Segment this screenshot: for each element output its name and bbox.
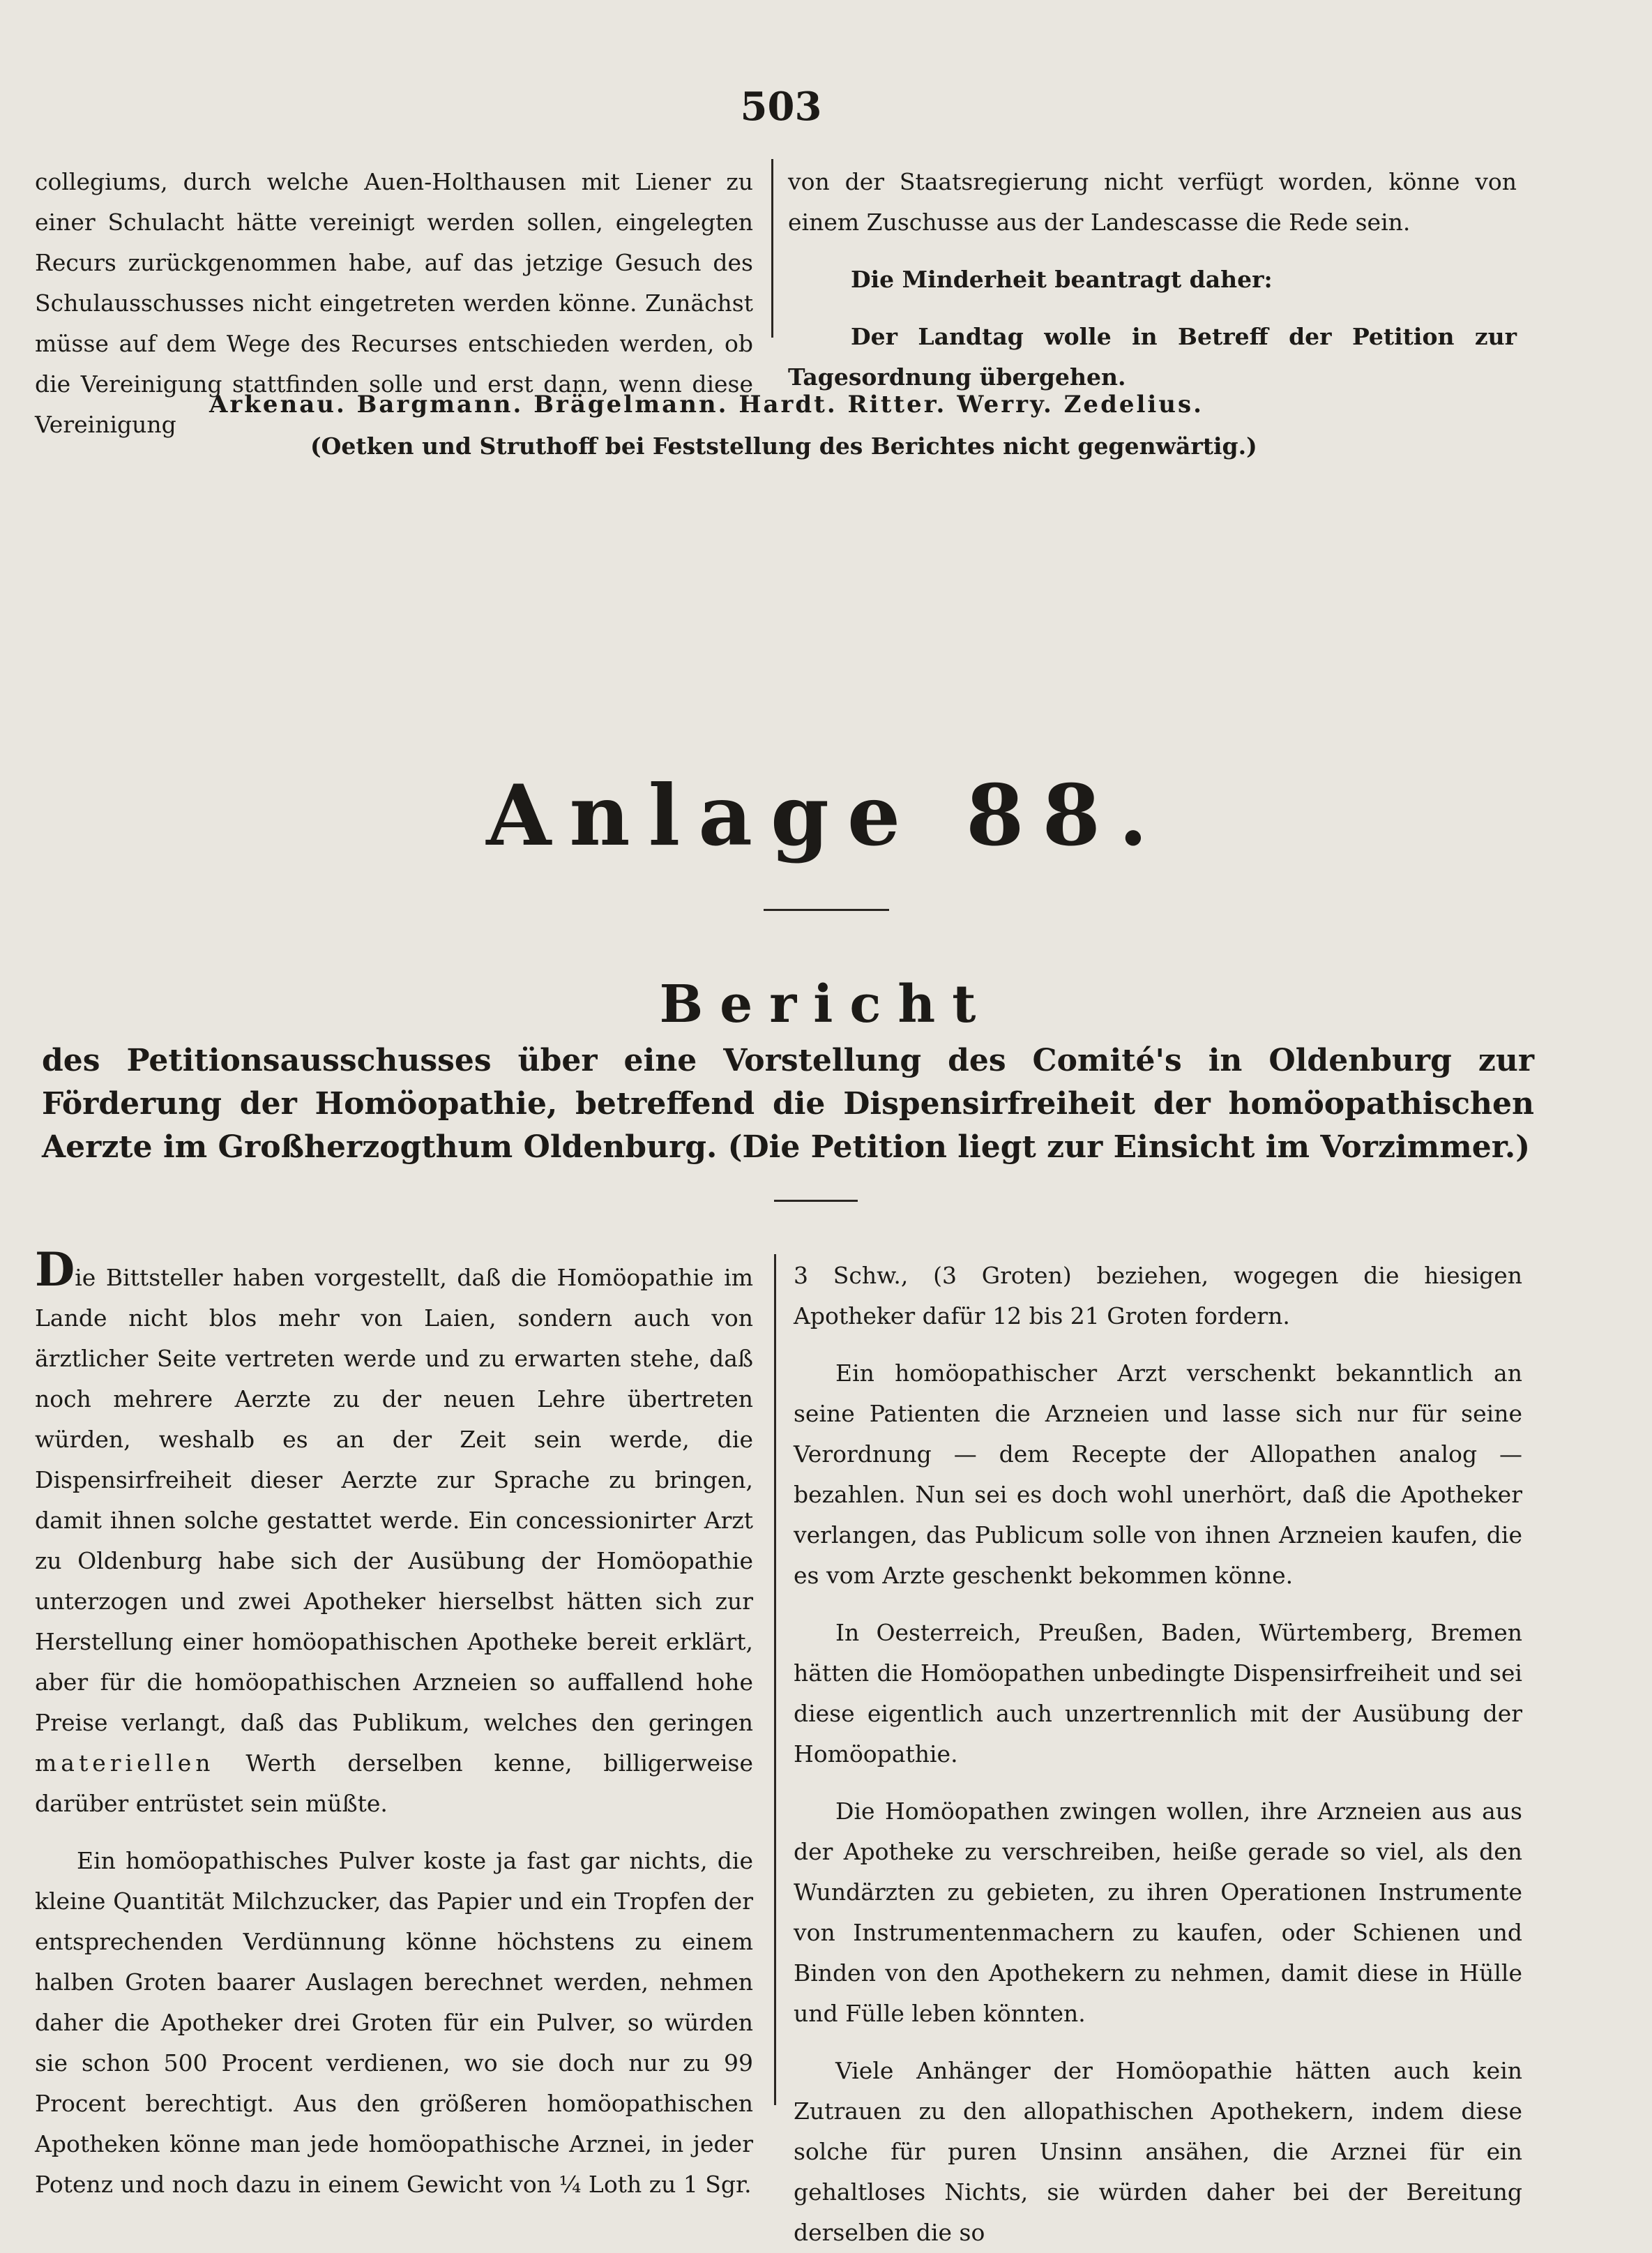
bericht-title: des Petitionsausschusses über eine Vorstellung des Comité's in Oldenburg zur Förderung der Homöopathie, betreffend die Dispensirfreiheit der homöopathischen Aerzte im Großherzogthum Oldenburg. (Die Petition liegt zur Einsicht im Vorzimmer.): [42, 1043, 1534, 1165]
body-right-paragraph-4: Die Homöopathen zwingen wollen, ihre Arzneien aus aus der Apotheke zu verschreiben, heiße gerade so viel, als den Wundärzten zu gebieten, zu ihren Operationen Instrumente von Instrumentenmachern zu kaufen, oder Schienen und Binden von den Apothekern zu nehmen, damit diese in Hülle und Fülle leben könnten.: [794, 1798, 1522, 2027]
signers-line: Arkenau. Bargmann. Brägelmann. Hardt. Ritter. Werry. Zedelius.: [209, 391, 1204, 419]
column-divider-body: [774, 1254, 776, 2105]
top-left-paragraph: collegiums, durch welche Auen-Holthausen mit Liener zu einer Schulacht hätte vereinigt werden sollen, eingelegten Recurs zurückgenommen habe, auf das jetzige Gesuch des Schulausschusses nicht eingetreten werden könne. Zunächst müsse auf dem Wege des Recurses entschieden werden, ob die Vereinigung stattfinden solle und erst dann, wenn diese Vereinigung: [35, 168, 753, 438]
absent-note: (Oetken und Struthoff bei Feststellung des Berichtes nicht gegenwärtig.): [310, 432, 1257, 460]
body-left-p1-text-b: Werth derselben kenne, billigerweise darüber entrüstet sein müßte.: [35, 1749, 753, 1817]
page-number: 503: [740, 84, 822, 130]
body-right-column: [794, 1256, 1522, 2253]
drop-cap: D: [35, 1242, 75, 1297]
body-left-column: [35, 1242, 753, 2205]
bericht-heading: Bericht: [659, 974, 993, 1034]
body-right-paragraph-3: In Oesterreich, Preußen, Baden, Würtemberg, Bremen hätten die Homöopathen unbedingte Dispensirfreiheit und sei diese eigentlich auch unzertrennlich mit der Ausübung der Homöopathie.: [794, 1619, 1522, 1768]
minority-heading: Die Minderheit beantragt daher:: [851, 266, 1273, 293]
top-right-paragraph: von der Staatsregierung nicht verfügt worden, könne von einem Zuschusse aus der Landescasse die Rede sein.: [788, 168, 1517, 236]
body-divider: [774, 1200, 858, 1202]
title-divider: [764, 909, 889, 911]
body-right-paragraph-5: Viele Anhänger der Homöopathie hätten auch kein Zutrauen zu den allopathischen Apothekern, indem diese solche für puren Unsinn ansähen, die Arznei für ein gehaltloses Nichts, sie würden daher bei der Bereitung derselben die so: [794, 2057, 1522, 2246]
top-right-column: [788, 162, 1517, 398]
body-left-p1-spaced: materiellen: [35, 1749, 215, 1777]
body-right-paragraph-2: Ein homöopathischer Arzt verschenkt bekanntlich an seine Patienten die Arzneien und lasse sich nur für seine Verordnung — dem Recepte der Allopathen analog — bezahlen. Nun sei es doch wohl unerhört, daß die Apotheker verlangen, das Publicum solle von ihnen Arzneien kaufen, die es vom Arzte geschenkt bekommen könne.: [794, 1359, 1522, 1589]
body-left-paragraph-2: Ein homöopathisches Pulver koste ja fast gar nichts, die kleine Quantität Milchzucker, das Papier und ein Tropfen der entsprechenden Verdünnung könne höchstens zu einem halben Groten baarer Auslagen berechnet werden, nehmen daher die Apotheker drei Groten für ein Pulver, so würden sie schon 500 Procent verdienen, wo sie doch nur zu 99 Procent berechtigt. Aus den größeren homöopathischen Apotheken könne man jede homöopathische Arznei, in jeder Potenz und noch dazu in einem Gewicht von ¼ Loth zu 1 Sgr.: [35, 1847, 753, 2198]
body-left-p1-text-a: ie Bittsteller haben vorgestellt, daß die Homöopathie im Lande nicht blos mehr von Laien, sondern auch von ärztlicher Seite vertreten werde und zu erwarten stehe, daß noch mehrere Aerzte zu der neuen Lehre übertreten würden, weshalb es an der Zeit sein werde, die Dispensirfreiheit dieser Aerzte zur Sprache zu bringen, damit ihnen solche gestattet werde. Ein concessionirter Arzt zu Oldenburg habe sich der Ausübung der Homöopathie unterzogen und zwei Apotheker hierselbst hätten sich zur Herstellung einer homöopathischen Apotheke bereit erklärt, aber für die homöopathischen Arzneien so auffallend hohe Preise verlangt, daß das Publikum, welches den geringen: [35, 1264, 753, 1736]
body-right-paragraph-1: 3 Schw., (3 Groten) beziehen, wogegen die hiesigen Apotheker dafür 12 bis 21 Groten fordern.: [794, 1262, 1522, 1329]
column-divider-top: [771, 159, 773, 338]
anlage-title: Anlage 88.: [486, 767, 1166, 865]
body-left-paragraph-1: [35, 1242, 753, 1824]
minority-motion: Der Landtag wolle in Betreff der Petition zur Tagesordnung übergehen.: [788, 323, 1517, 391]
